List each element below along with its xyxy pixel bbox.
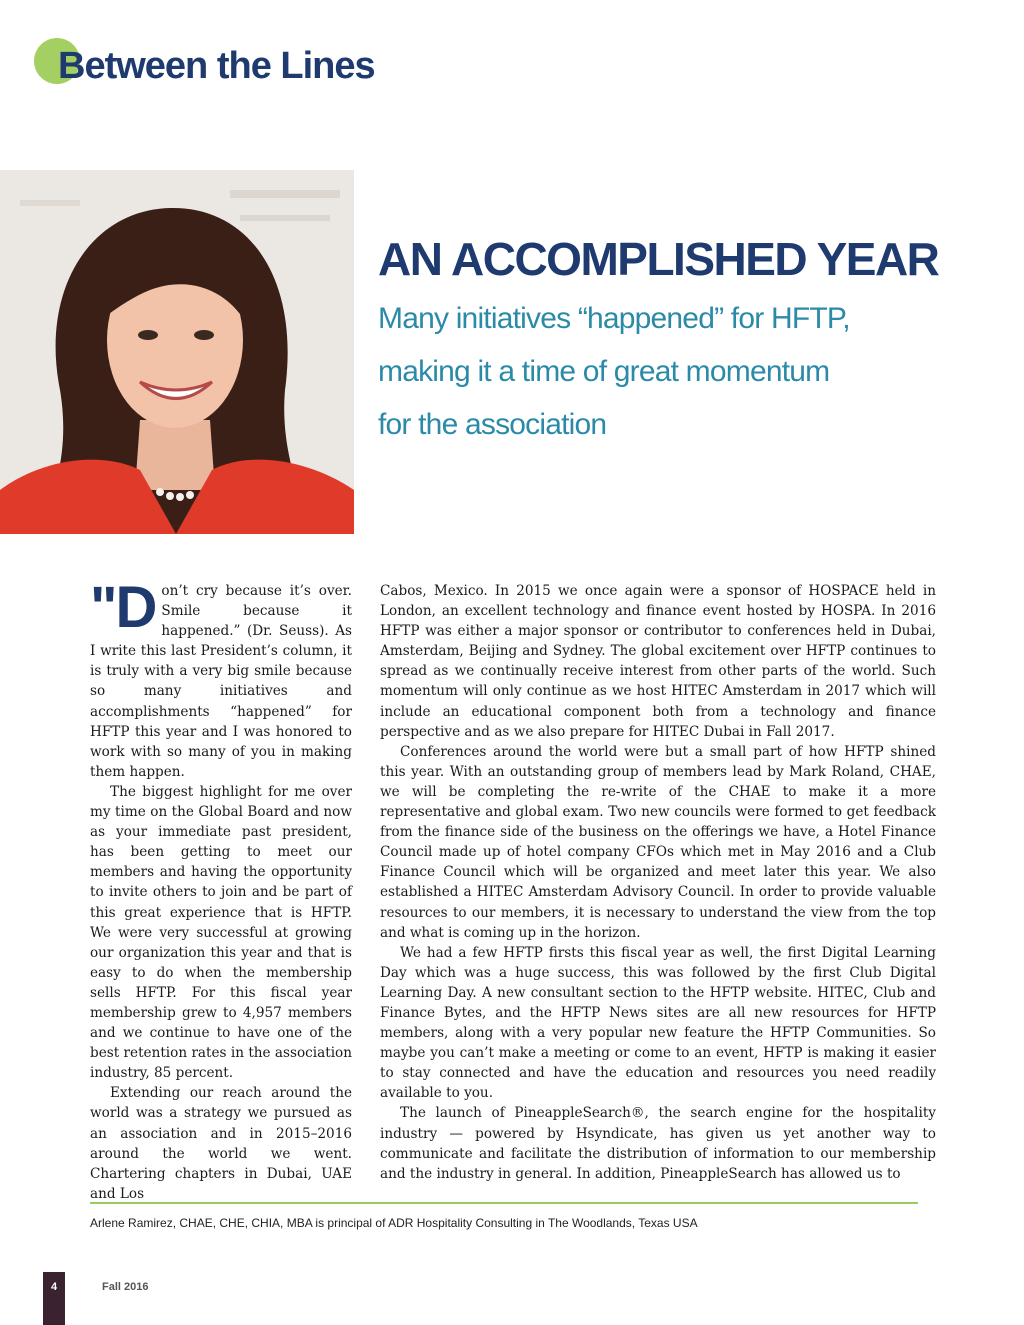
paragraph: Conferences around the world were but a small part of how HFTP shined this year. With an outstanding group of members lead by Mark Roland, CHAE, we will be completing the re-write of the CHAE to make it a more representative and global exam. Two new councils were formed to get feedback from the finance side of the business on the offerings we have, a Hotel Finance Council made up of hotel company CFOs which met in May 2016 and a Club Finance Council which will be organized and meet later this year. We also established a HITEC Amsterdam Advisory Council. In order to provide valuable resources to our members, it is necessary to understand the view from the top and what is coming up in the horizon. [380,743,936,941]
article-column-left [90,575,352,1204]
author-note [90,1216,698,1230]
section-title: Between the Lines [58,45,375,87]
author-photo [0,170,354,534]
article-column-right [380,581,936,1184]
subhead-line: making it a time of great momentum [378,355,830,388]
subhead-line: for the association [378,408,607,441]
page-number: 4 [50,1281,58,1293]
paragraph: The biggest highlight for me over my time on the Global Board and now as your immediate past president, has been getting to meet our members and having the opportunity to invite others to join and be part of this great experience that is HFTP. We were very successful at growing our organization this year and that is easy to do when the membership sells HFTP. For this fiscal year membership grew to 4,957 members and we continue to have one of the best retention rates in the association industry, 85 percent. [90,783,352,1082]
paragraph: We had a few HFTP firsts this fiscal year as well, the first Digital Learning Day which was a huge success, this was followed by the first Club Digital Learning Day. A new consultant section to the HFTP website. HITEC, Club and Finance Bytes, and the HFTP News sites are all new resources for HFTP members, along with a very popular new feature the HFTP Communities. So maybe you can’t make a meeting or come to an event, HFTP is making it easier to stay connected and have the education and resources you need readily available to you. [380,944,936,1102]
article-headline: AN ACCOMPLISHED YEAR [378,233,939,285]
footnote-divider [90,1202,918,1204]
paragraph: Extending our reach around the world was a strategy we pursued as an association and in 2015–2016 around the world we went. Chartering chapters in Dubai, UAE and Los [90,1085,352,1202]
issue-label: Fall 2016 [102,1281,149,1293]
paragraph [90,575,352,782]
author-note-text: is principal of ADR Hospitality Consulting in The Woodlands, Texas USA [312,1216,698,1230]
subhead-line: Many initiatives “happened” for HFTP, [378,302,850,335]
page-number-tab [43,1272,65,1325]
paragraph: Cabos, Mexico. In 2015 we once again were a sponsor of HOSPACE held in London, an excellent technology and finance event hosted by HOSPA. In 2016 HFTP was either a major sponsor or contributor to conferences held in Dubai, Amsterdam, Beijing and Sydney. The global excitement over HFTP continues to spread as we continually receive interest from other parts of the world. Such momentum will only continue as we host HITEC Amsterdam in 2017 which will include an educational component both from a technology and finance perspective and as we also prepare for HITEC Dubai in Fall 2017. [380,583,936,740]
drop-cap: "D [90,575,156,640]
author-note-name: Arlene Ramirez, CHAE, CHE, CHIA, MBA [90,1216,313,1230]
paragraph: The launch of PineappleSearch®, the search engine for the hospitality industry — powered by Hsyndicate, has given us yet another way to communicate and facilitate the distribution of information to our membership and the industry in general. In addition, PineappleSearch has allowed us to [380,1105,936,1182]
article-subhead [378,292,938,451]
paragraph-text: on’t cry because it’s over. Smile because it happened.” (Dr. Seuss). As I write this last President’s column, it is truly with a very big smile because so many initiatives and accomplishments “happened” for HFTP this year and I was honored to work with so many of you in making them happen. [90,583,352,780]
